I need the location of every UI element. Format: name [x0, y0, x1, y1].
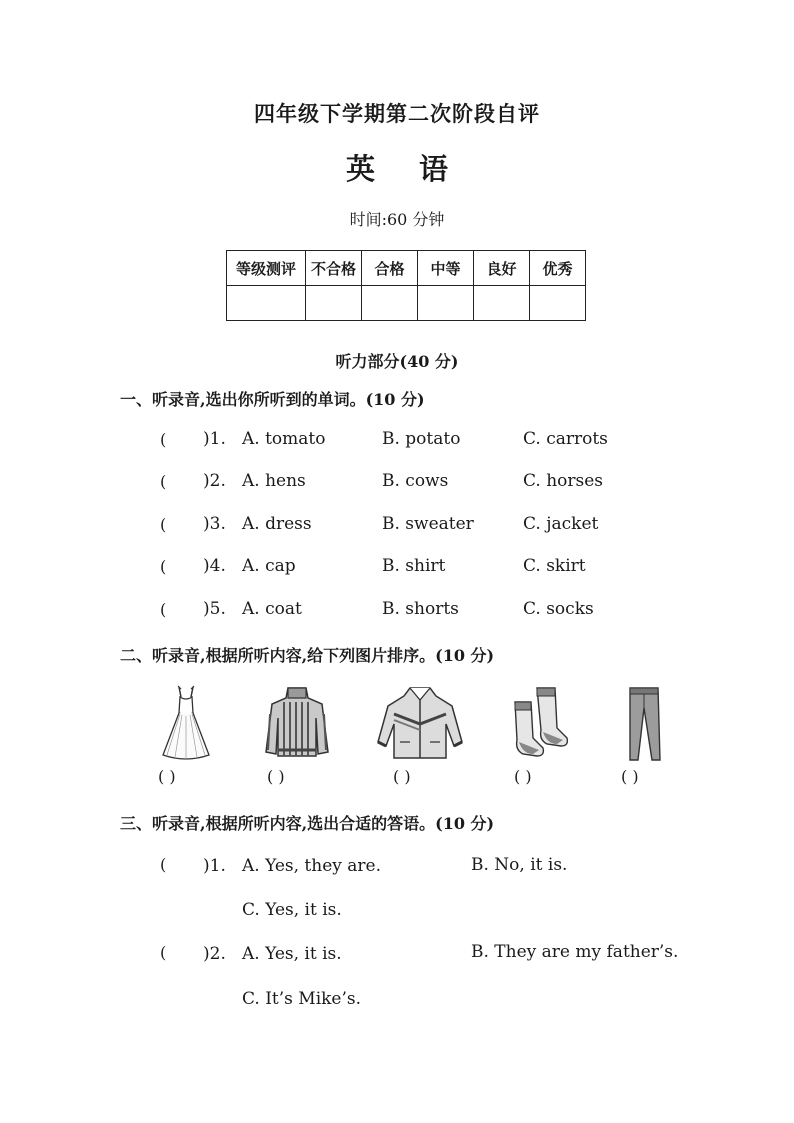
answer-blank-open[interactable]: ( — [160, 943, 167, 962]
answer-blank-open[interactable]: ( — [160, 515, 167, 534]
option-b: B. No, it is. — [471, 855, 568, 875]
section3-heading: 三、听录音,根据所听内容,选出合适的答语。(10 分) — [120, 814, 495, 833]
option-c: C. Yes, it is. — [242, 900, 342, 920]
grade-header-cell: 中等 — [418, 251, 474, 286]
option-c: C. carrots — [523, 429, 608, 449]
section1-heading: 一、听录音,选出你所听到的单词。(10 分) — [120, 390, 425, 409]
image-order-blank[interactable]: ( ) — [393, 767, 411, 786]
grade-table — [226, 250, 586, 321]
question-number: )5. — [203, 599, 226, 619]
option-a: A. dress — [242, 514, 312, 534]
socks-icon — [509, 684, 573, 762]
grade-header-row — [227, 251, 586, 286]
image-order-blank[interactable]: ( ) — [621, 767, 639, 786]
subject-title: 英语 — [345, 152, 492, 186]
question-number: )2. — [203, 944, 226, 964]
grade-value-cell[interactable] — [474, 286, 530, 321]
option-c: C. skirt — [523, 556, 586, 576]
answer-blank-open[interactable]: ( — [160, 472, 167, 491]
section2-heading: 二、听录音,根据所听内容,给下列图片排序。(10 分) — [120, 646, 495, 665]
grade-value-cell[interactable] — [530, 286, 586, 321]
question-number: )4. — [203, 556, 226, 576]
grade-value-cell[interactable] — [362, 286, 418, 321]
grade-header-cell: 合格 — [362, 251, 418, 286]
grade-header-cell: 等级测评 — [227, 251, 306, 286]
option-b: B. They are my father’s. — [471, 942, 679, 962]
answer-blank-open[interactable]: ( — [160, 600, 167, 619]
grade-value-cell[interactable] — [418, 286, 474, 321]
option-c: C. It’s Mike’s. — [242, 989, 362, 1009]
option-a: A. coat — [242, 599, 302, 619]
time-limit: 时间:60 分钟 — [349, 210, 445, 229]
question-number: )1. — [203, 856, 226, 876]
option-b: B. potato — [382, 429, 461, 449]
image-order-blank[interactable]: ( ) — [158, 767, 176, 786]
grade-value-cell[interactable] — [306, 286, 362, 321]
answer-blank-open[interactable]: ( — [160, 855, 167, 874]
option-b: B. sweater — [382, 514, 474, 534]
option-c: C. jacket — [523, 514, 599, 534]
grade-header-cell: 优秀 — [530, 251, 586, 286]
option-a: A. cap — [242, 556, 296, 576]
answer-blank-open[interactable]: ( — [160, 430, 167, 449]
image-order-blank[interactable]: ( ) — [267, 767, 285, 786]
option-a: A. Yes, they are. — [242, 856, 381, 876]
question-number: )3. — [203, 514, 226, 534]
option-b: B. shorts — [382, 599, 459, 619]
jacket-icon — [374, 684, 466, 764]
option-b: B. shirt — [382, 556, 446, 576]
grade-value-cell[interactable] — [227, 286, 306, 321]
option-c: C. horses — [523, 471, 604, 491]
grade-header-cell: 良好 — [474, 251, 530, 286]
question-number: )1. — [203, 429, 226, 449]
dress-icon — [155, 683, 217, 763]
exam-title: 四年级下学期第二次阶段自评 — [254, 101, 540, 126]
grade-header-cell: 不合格 — [306, 251, 362, 286]
option-a: A. tomato — [242, 429, 326, 449]
option-a: A. hens — [242, 471, 306, 491]
image-order-blank[interactable]: ( ) — [514, 767, 532, 786]
grade-value-row — [227, 286, 586, 321]
sweater-icon — [262, 684, 332, 762]
option-a: A. Yes, it is. — [242, 944, 342, 964]
option-c: C. socks — [523, 599, 594, 619]
question-number: )2. — [203, 471, 226, 491]
answer-blank-open[interactable]: ( — [160, 557, 167, 576]
listening-heading: 听力部分(40 分) — [335, 352, 459, 371]
jeans-icon — [622, 686, 666, 762]
option-b: B. cows — [382, 471, 449, 491]
